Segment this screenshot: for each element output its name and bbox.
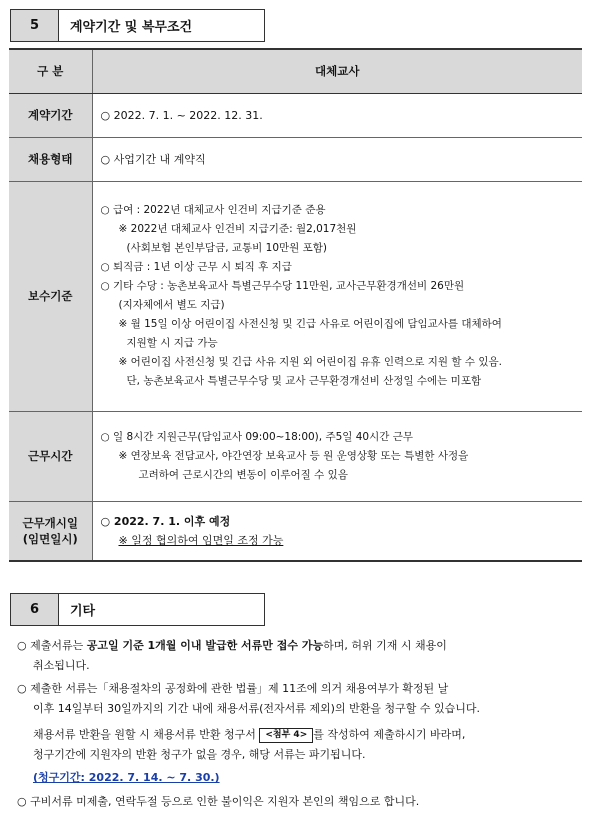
- period-value: ○ 2022. 7. 1. ~ 2022. 12. 31.: [100, 108, 263, 122]
- hours-line: ※ 연장보육 전담교사, 야간연장 보육교사 등 원 운영상황 또는 특별한 사정을: [118, 449, 469, 462]
- start-note: ※ 일정 협의하여 임면일 조정 가능: [118, 533, 284, 547]
- pay-line: ※ 2022년 대체교사 인건비 지급기준: 월2,017천원: [118, 223, 357, 235]
- pay-line: ○ 퇴직금 : 1년 이상 근무 시 퇴직 후 지급: [100, 261, 292, 273]
- note-text: 채용서류 반환을 원할 시 채용서류 반환 청구서: [33, 728, 260, 741]
- pay-line: ※ 어린이집 사전신청 및 긴급 사유 지원 외 어린이집 유휴 인력으로 지원 할 수 있음.: [118, 356, 502, 368]
- pay-line: (사회보험 본인부담금, 교통비 10만원 포함): [126, 242, 328, 254]
- section-6-header: [10, 593, 265, 626]
- hours-line: 고려하여 근로시간의 변동이 이루어질 수 있음: [138, 468, 348, 481]
- start-label-line2: (임면일시): [22, 531, 78, 546]
- start-line: ○ 2022. 7. 1. 이후 예정: [100, 514, 231, 528]
- pay-line: ○ 급여 : 2022년 대체교사 인건비 지급기준 준용: [100, 204, 326, 216]
- note-item: ○ 제출한 서류는「채용절차의 공정화에 관한 법률」제 11조에 의거 채용여부가 확정된 날: [17, 682, 449, 695]
- note-text: ○ 제출서류는: [17, 639, 87, 652]
- pay-line: ※ 월 15일 이상 어린이집 사전신청 및 긴급 사유로 어린이집에 담임교사를 대체하여: [118, 318, 502, 330]
- start-label-line1: 근무개시일: [22, 515, 79, 530]
- table-row-hours: [9, 411, 582, 501]
- note-continuation: 취소됩니다.: [33, 659, 90, 672]
- hours-line: ○ 일 8시간 지원근무(담임교사 09:00~18:00), 주5일 40시간 근무: [100, 430, 414, 443]
- column-header-substitute-teacher: 대체교사: [92, 49, 582, 93]
- table-row-employment: [9, 137, 582, 181]
- note-item: [17, 636, 587, 656]
- pay-line: (지자체에서 별도 지급): [118, 299, 225, 311]
- notes-list: [17, 636, 587, 812]
- attachment-tag: <첨부 4>: [259, 728, 313, 743]
- contract-table: [9, 48, 582, 562]
- table-row-period: [9, 93, 582, 137]
- section-number: 5: [11, 10, 59, 41]
- section-5-header: [10, 9, 265, 42]
- table-row-pay: [9, 181, 582, 411]
- table-row-start: [9, 501, 582, 561]
- section-number: 6: [11, 594, 59, 625]
- claim-period: (청구기간: 2022. 7. 14. ~ 7. 30.): [33, 771, 220, 784]
- row-label-hours: 근무시간: [9, 411, 92, 501]
- note-text: 하며, 허위 기재 시 채용이: [323, 639, 447, 652]
- note-continuation: [17, 725, 587, 745]
- pay-line: 단, 농촌보육교사 특별근무수당 및 교사 근무환경개선비 산정일 수에는 미포함: [126, 375, 482, 387]
- column-header-category: 구 분: [9, 49, 92, 93]
- row-label-pay: 보수기준: [9, 181, 92, 411]
- note-item: ○ 구비서류 미제출, 연락두절 등으로 인한 불이익은 지원자 본인의 책임으로 합니다.: [17, 795, 420, 808]
- note-continuation: 이후 14일부터 30일까지의 기간 내에 채용서류(전자서류 제외)의 반환을 청구할 수 있습니다.: [33, 702, 480, 715]
- row-label-start: [9, 501, 92, 561]
- row-label-period: 계약기간: [9, 93, 92, 137]
- note-continuation: 청구기간에 지원자의 반환 청구가 없을 경우, 해당 서류는 파기됩니다.: [33, 748, 366, 761]
- table-header-row: [9, 49, 582, 93]
- row-label-employment: 채용형태: [9, 137, 92, 181]
- section-title: 기타: [70, 604, 96, 619]
- pay-line: 지원할 시 지급 가능: [126, 337, 218, 349]
- note-text: 를 작성하여 제출하시기 바라며,: [313, 728, 466, 741]
- section-title: 계약기간 및 복무조건: [70, 20, 193, 35]
- employment-value: ○ 사업기간 내 계약직: [100, 152, 206, 166]
- note-emphasis: 공고일 기준 1개월 이내 발급한 서류만 접수 가능: [86, 639, 324, 652]
- pay-line: ○ 기타 수당 : 농촌보육교사 특별근무수당 11만원, 교사근무환경개선비 26만원: [100, 280, 465, 292]
